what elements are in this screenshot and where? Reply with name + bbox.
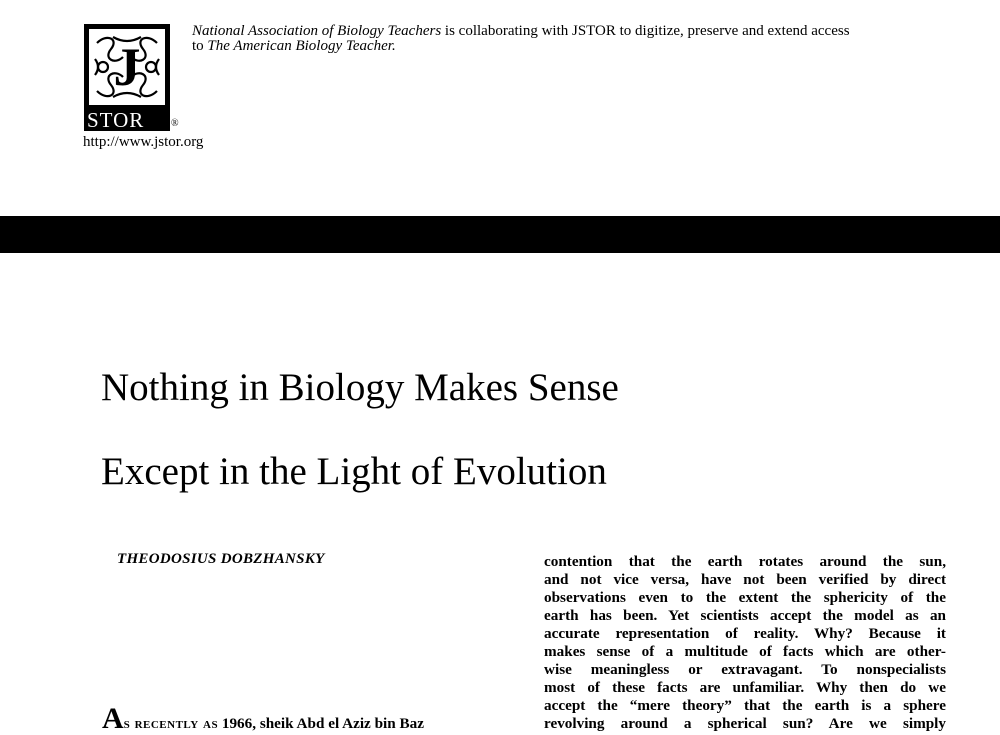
drop-cap: A <box>102 702 124 735</box>
article-title-line-2: Except in the Light of Evolution <box>101 450 607 493</box>
text-line: wise meaningless or extravagant. To nonspecialists <box>544 661 946 678</box>
svg-text:J: J <box>113 37 141 97</box>
text-line: earth has been. Yet scientists accept the model as an <box>544 607 946 624</box>
notice-text: is collaborating with JSTOR to digitize, preserve and extend access <box>441 23 850 39</box>
text-line: makes sense of a multitude of facts which are other- <box>544 643 946 660</box>
lead-text: 1966, sheik Abd el Aziz bin Baz <box>218 715 424 732</box>
jstor-url-link[interactable]: http://www.jstor.org <box>83 134 204 150</box>
text-line: accept the “mere theory” that the earth is a sphere <box>544 697 946 714</box>
jstor-logo-label: STOR <box>84 109 170 131</box>
jstor-logo <box>84 24 170 133</box>
text-line: most of these facts are unfamiliar. Why then do we <box>544 679 946 696</box>
ornament-icon <box>89 29 165 105</box>
text-line: revolving around a spherical sun? Are we simply <box>544 715 946 732</box>
text-line: accurate representation of reality. Why? Because it <box>544 625 946 642</box>
text-line: observations even to the extent the sphericity of the <box>544 589 946 606</box>
notice-prefix: to <box>192 38 208 54</box>
registered-mark: ® <box>171 118 179 129</box>
collaboration-notice <box>192 24 952 54</box>
right-column-text <box>544 553 946 733</box>
notice-organization: National Association of Biology Teachers <box>192 23 442 39</box>
text-line: contention that the earth rotates around the sun, <box>544 553 946 570</box>
jstor-logo-emblem <box>84 24 170 110</box>
lead-smallcaps: s recently as <box>123 715 219 732</box>
header-divider-bar <box>0 216 1000 253</box>
lead-paragraph <box>102 704 424 734</box>
text-line: and not vice versa, have not been verified by direct <box>544 571 946 588</box>
article-author: THEODOSIUS DOBZHANSKY <box>117 551 325 567</box>
notice-journal: The American Biology Teacher. <box>207 38 396 54</box>
article-title-line-1: Nothing in Biology Makes Sense <box>101 366 619 409</box>
